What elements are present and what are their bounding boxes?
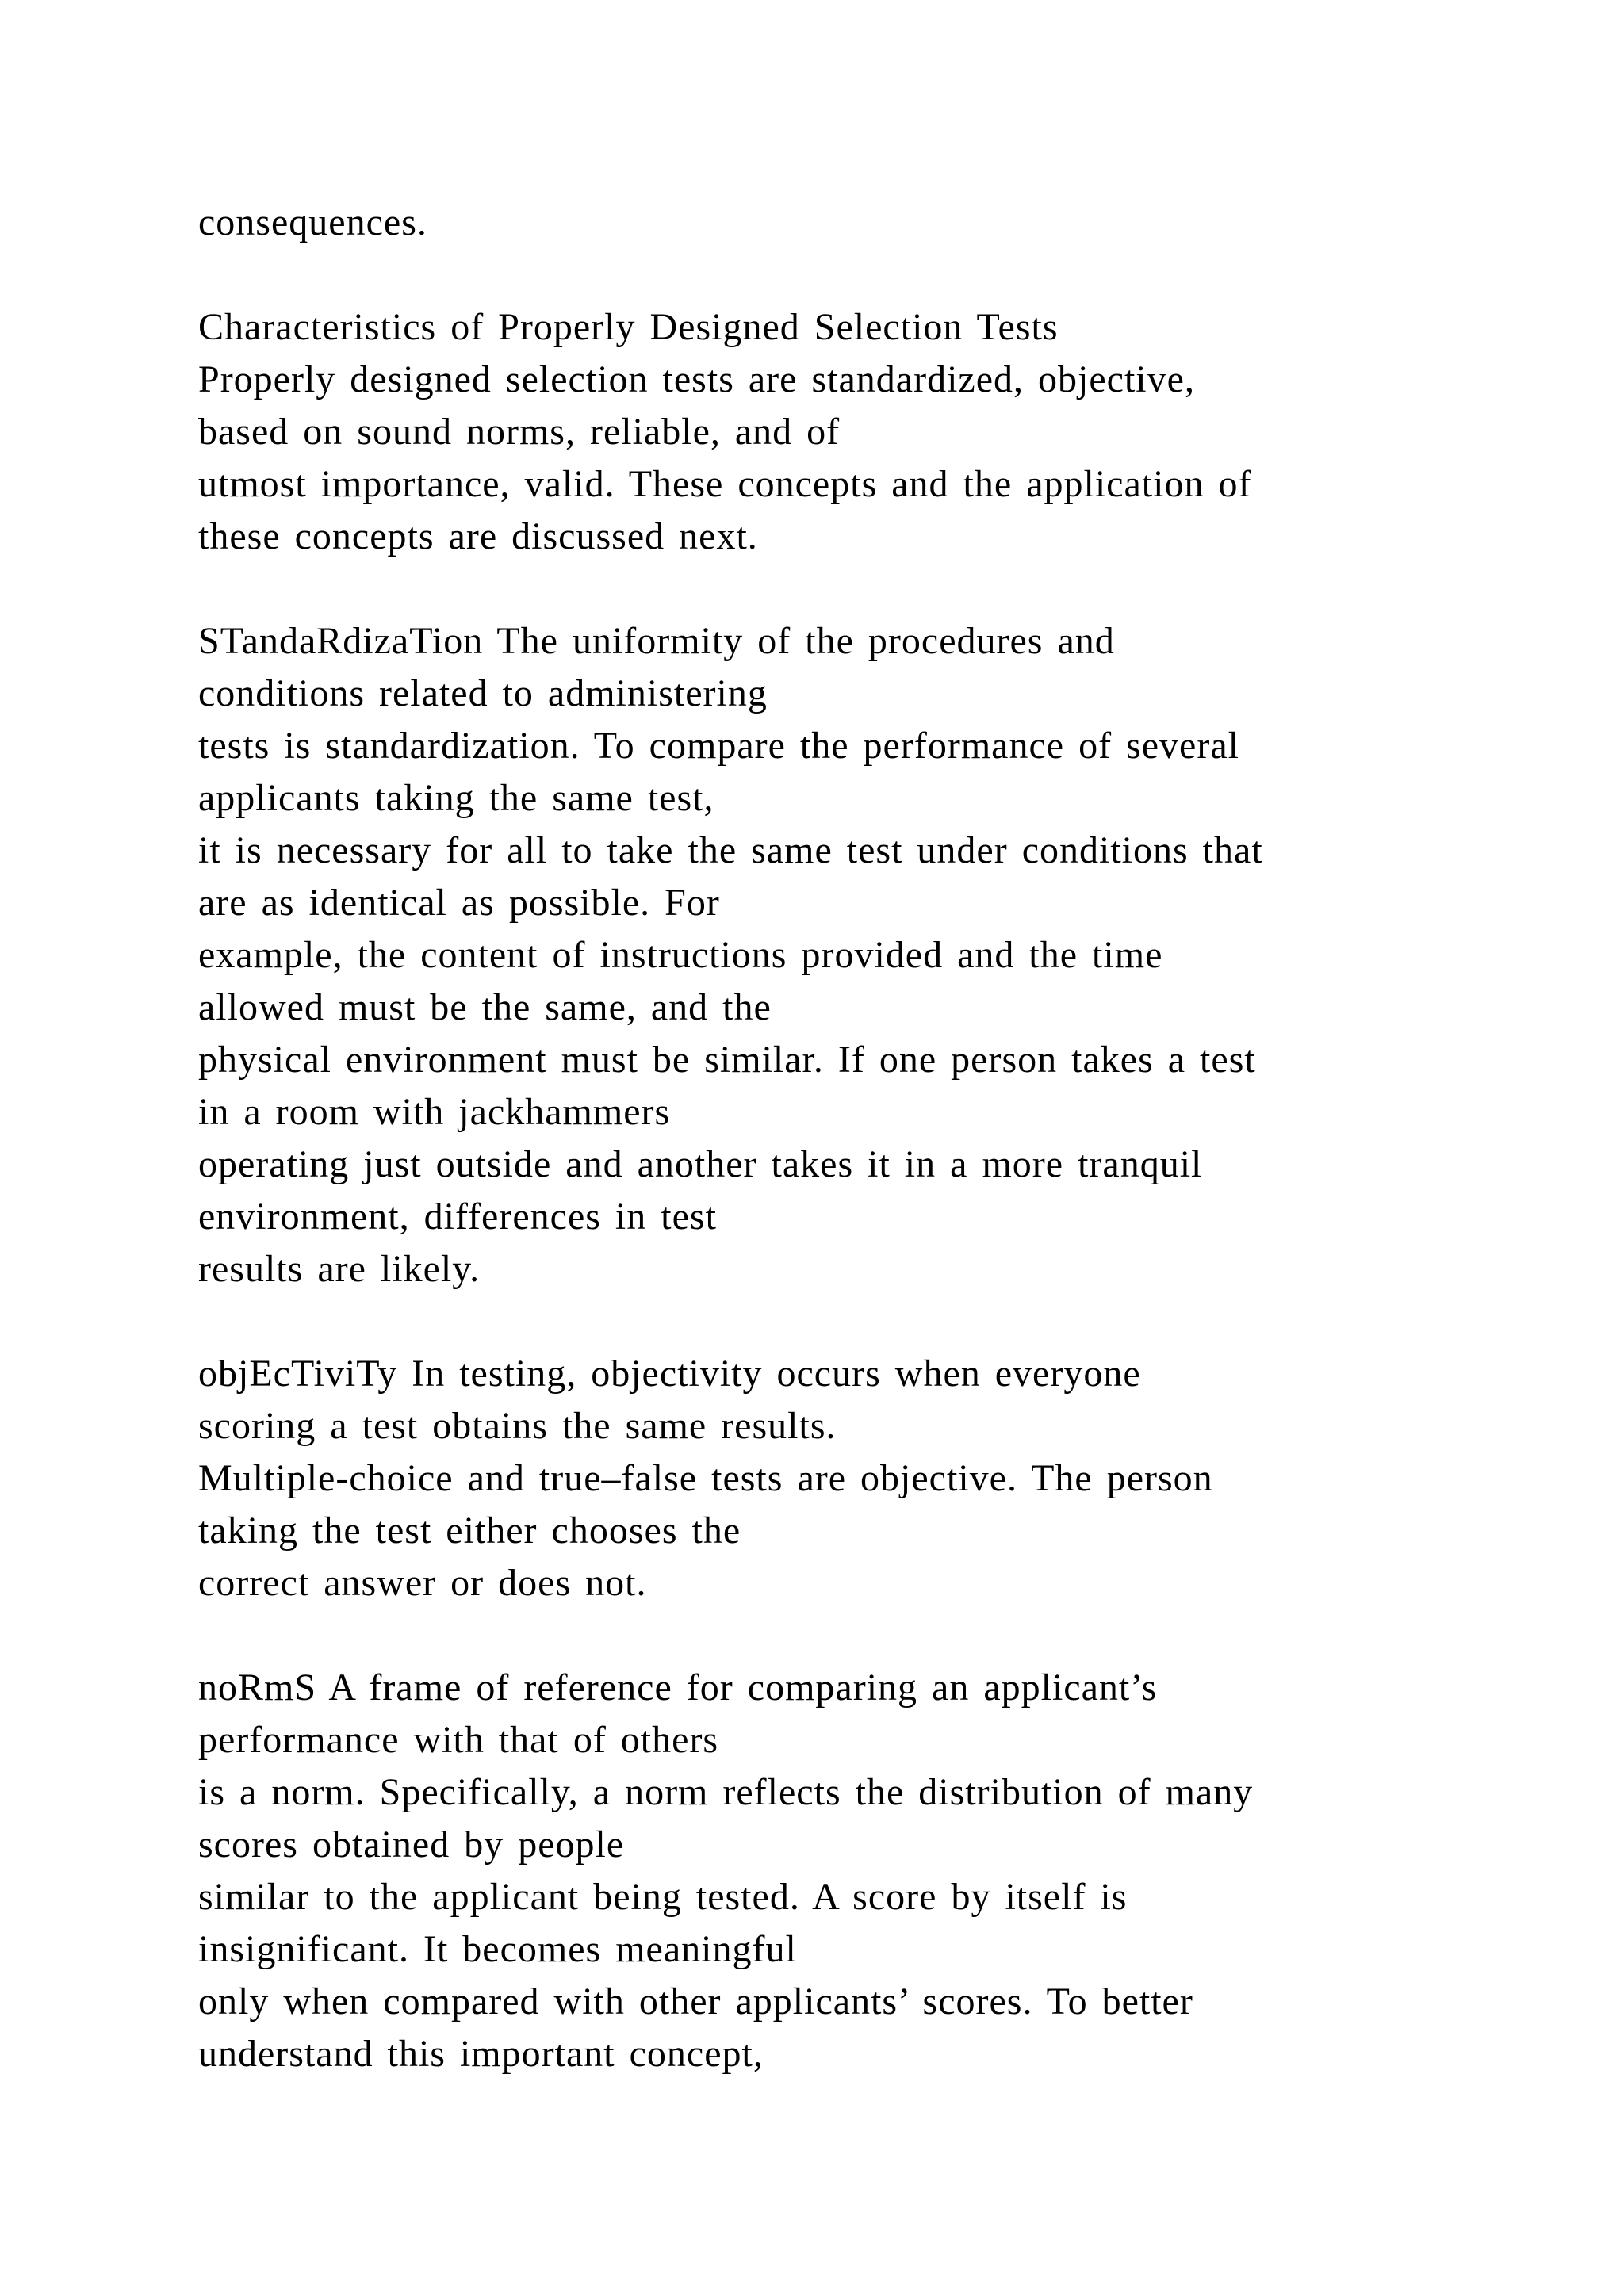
text-line: operating just outside and another takes it in a more tranquil (198, 1143, 1203, 1185)
text-line: are as identical as possible. For (198, 882, 720, 924)
text-line: STandaRdizaTion The uniformity of the procedures and (198, 620, 1115, 662)
text-line: it is necessary for all to take the same test under conditions that (198, 829, 1263, 871)
text-line: noRmS A frame of reference for comparing an applicant’s (198, 1667, 1158, 1709)
text-line: is a norm. Specifically, a norm reflects the distribution of many (198, 1771, 1254, 1813)
text-line: based on sound norms, reliable, and of (198, 411, 841, 453)
paragraph-gap (198, 1295, 1499, 1348)
text-line: performance with that of others (198, 1719, 719, 1761)
text-line: scores obtained by people (198, 1823, 625, 1866)
text-line: Multiple-choice and true–false tests are objective. The person (198, 1457, 1213, 1499)
text-line: tests is standardization. To compare the performance of several (198, 725, 1239, 767)
text-line: only when compared with other applicants’ scores. To better (198, 1980, 1193, 2022)
document-body (198, 197, 1499, 2080)
text-line: conditions related to administering (198, 672, 768, 714)
text-line: scoring a test obtains the same results. (198, 1405, 837, 1447)
text-line: results are likely. (198, 1248, 481, 1290)
text-line: Properly designed selection tests are standardized, objective, (198, 358, 1195, 400)
text-line: applicants taking the same test, (198, 777, 714, 819)
text-line: understand this important concept, (198, 2033, 764, 2075)
text-line: allowed must be the same, and the (198, 986, 772, 1028)
text-line: example, the content of instructions provided and the time (198, 934, 1163, 976)
text-line: consequences. (198, 201, 427, 243)
text-line: objEcTiviTy In testing, objectivity occurs when everyone (198, 1353, 1141, 1395)
text-line: these concepts are discussed next. (198, 515, 758, 557)
text-line: correct answer or does not. (198, 1562, 647, 1604)
text-line: in a room with jackhammers (198, 1091, 671, 1133)
text-line: taking the test either chooses the (198, 1510, 741, 1552)
text-line: similar to the applicant being tested. A score by itself is (198, 1876, 1128, 1918)
text-line: insignificant. It becomes meaningful (198, 1928, 797, 1970)
paragraph-gap (198, 249, 1499, 301)
paragraph-gap (198, 563, 1499, 615)
section-heading: Characteristics of Properly Designed Selection Tests (198, 306, 1059, 348)
text-line: environment, differences in test (198, 1196, 717, 1238)
text-line: utmost importance, valid. These concepts and the application of (198, 463, 1252, 505)
text-line: physical environment must be similar. If one person takes a test (198, 1039, 1256, 1081)
paragraph-gap (198, 1609, 1499, 1662)
